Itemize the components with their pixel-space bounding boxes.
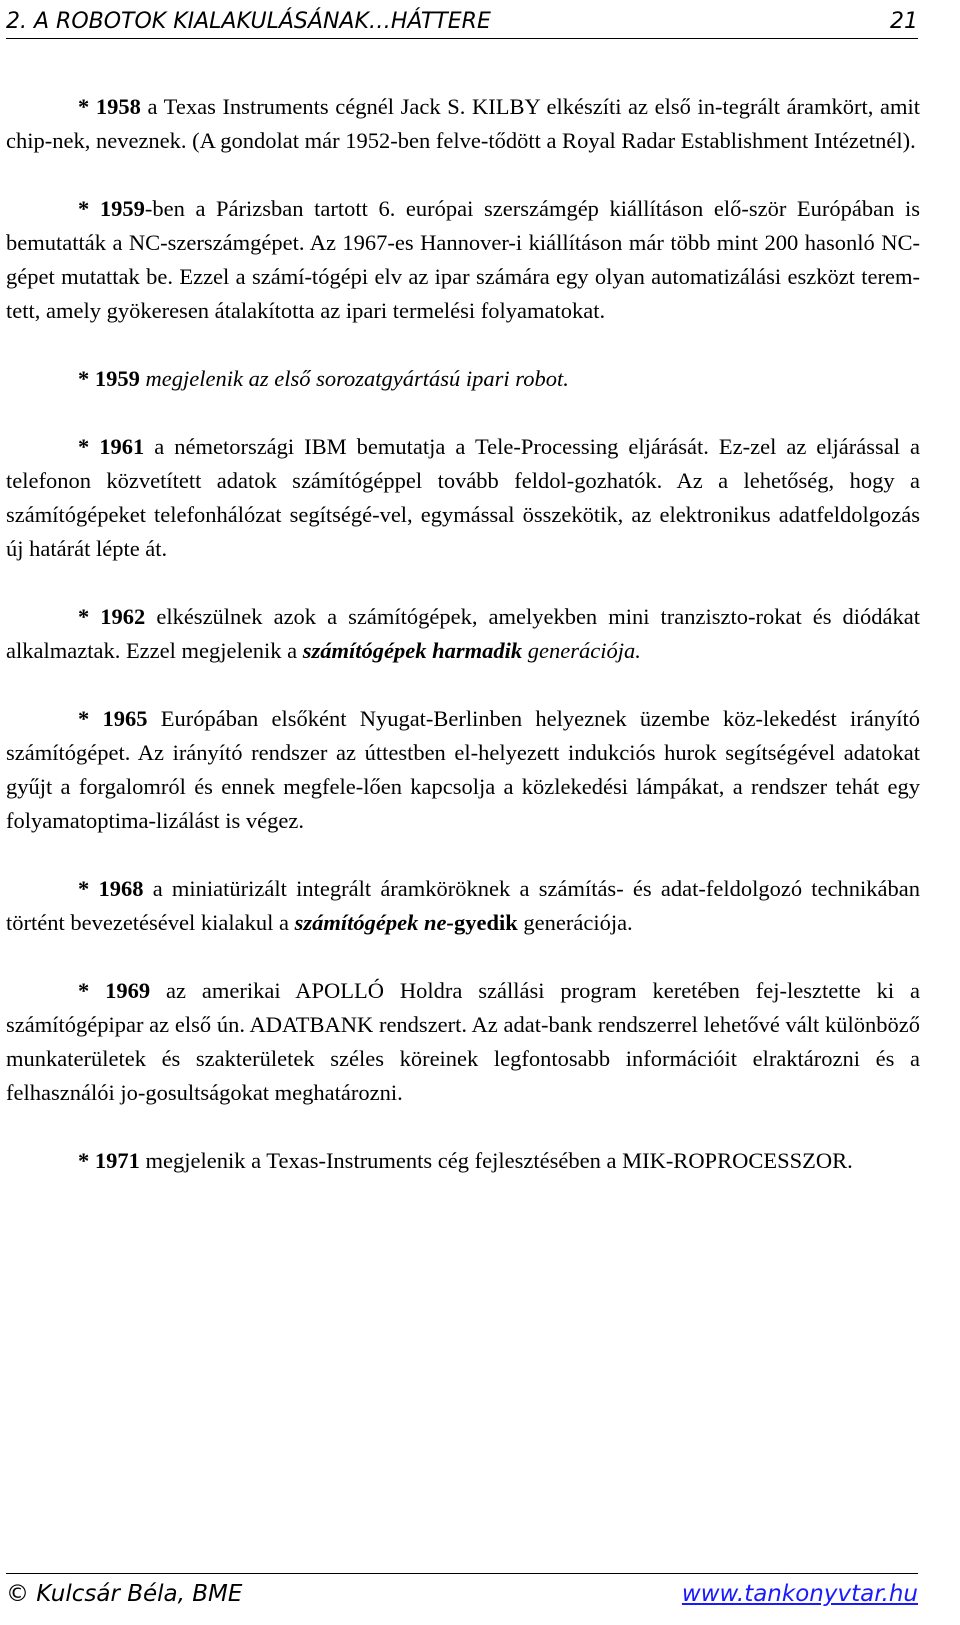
timeline-entry-1962 xyxy=(6,600,920,668)
website-link[interactable]: www.tankonyvtar.hu xyxy=(681,1581,918,1607)
entry-text-bold: gyedik xyxy=(453,910,518,935)
timeline-entry-1971 xyxy=(6,1144,920,1178)
entry-text: megjelenik a Texas-Instruments cég fejlesztésében a MIK-ROPROCESSZOR. xyxy=(139,1148,853,1173)
entry-year: * 1958 xyxy=(78,94,141,119)
entry-emphasis: számítógépek harmadik xyxy=(302,638,523,663)
timeline-entry-1958 xyxy=(6,90,920,158)
timeline-entry-1968 xyxy=(6,872,920,940)
timeline-entry-1961 xyxy=(6,430,920,566)
entry-text: a miniatürizált integrált áramköröknek a számítás- és adat-feldolgozó technikában történt bevezetésével kialakul a xyxy=(6,876,920,935)
entry-text: elkészülnek azok a számítógépek, amelyekben mini tranziszto-rokat és diódákat alkalmaztak. Ezzel megjelenik a xyxy=(6,604,920,663)
page-number: 21 xyxy=(890,8,918,34)
copyright-notice: © Kulcsár Béla, BME xyxy=(6,1581,243,1607)
timeline-entry-1965 xyxy=(6,702,920,838)
timeline-entry-1959-nc xyxy=(6,192,920,328)
page-header xyxy=(6,4,918,39)
entry-year: * 1965 xyxy=(78,706,148,731)
entry-text-italic: generációja. xyxy=(522,638,641,663)
entry-text: az amerikai APOLLÓ Holdra szállási program keretében fej-lesztette ki a számítógépipar az első ún. ADATBANK rendszert. Az adat-bank rendszerrel lehetővé vált különböző munkaterületek és szakterületek széles köreinek legfontosabb információit elraktározni és a felhasználói jo-gosultságokat meghatározni. xyxy=(6,978,920,1105)
entry-emphasis: számítógépek ne- xyxy=(294,910,454,935)
entry-text: -ben a Párizsban tartott 6. európai szerszámgép kiállításon elő-ször Európában is bemutatták a NC-szerszámgépet. Az 1967-es Hannover-i kiállításon már több mint 200 hasonló NC-gépet mutattak be. Ezzel a számí-tógépi elv az ipar számára egy olyan automatizálási eszközt terem-tett, amely gyökeresen átalakította az ipari termelési folyamatokat. xyxy=(6,196,921,323)
document-body xyxy=(6,90,920,1212)
entry-year: * 1959 xyxy=(78,366,140,391)
entry-text: Európában elsőként Nyugat-Berlinben helyeznek üzembe köz-lekedést irányító számítógépet. Az irányító rendszer az úttestben el-helyezett indukciós hurok segítségével adatokat gyűjt a forgalomról és ennek megfele-lően kapcsolja a közlekedési lámpákat, a rendszer tehát egy folyamatoptima-lizálást is végez. xyxy=(6,706,920,833)
entry-text-italic: megjelenik az első sorozatgyártású ipari robot. xyxy=(139,366,569,391)
entry-text: a Texas Instruments cégnél Jack S. KILBY elkészíti az első in-tegrált áramkört, amit chip-nek, neveznek. (A gondolat már 1952-ben felve-tődött a Royal Radar Establishment Intézetnél). xyxy=(6,94,921,153)
timeline-entry-1959-robot xyxy=(6,362,920,396)
entry-year: * 1968 xyxy=(78,876,144,901)
entry-year: * 1971 xyxy=(78,1148,140,1173)
entry-year: * 1962 xyxy=(78,604,146,629)
entry-year: * 1959 xyxy=(78,196,145,221)
entry-year: * 1961 xyxy=(78,434,145,459)
page-footer xyxy=(6,1573,918,1614)
entry-text: a németországi IBM bemutatja a Tele-Processing eljárását. Ez-zel az eljárással a telefonon közvetített adatok számítógéppel tovább feldol-gozhatók. Az a lehetőség, hogy a számítógépeket telefonhálózat segítségé-vel, egymással összekötik, az elektronikus adatfeldolgozás új határát lépte át. xyxy=(6,434,920,561)
entry-year: * 1969 xyxy=(78,978,151,1003)
timeline-entry-1969 xyxy=(6,974,920,1110)
entry-text-tail: generációja. xyxy=(517,910,633,935)
chapter-title: 2. A ROBOTOK KIALAKULÁSÁNAK…HÁTTERE xyxy=(6,8,491,34)
